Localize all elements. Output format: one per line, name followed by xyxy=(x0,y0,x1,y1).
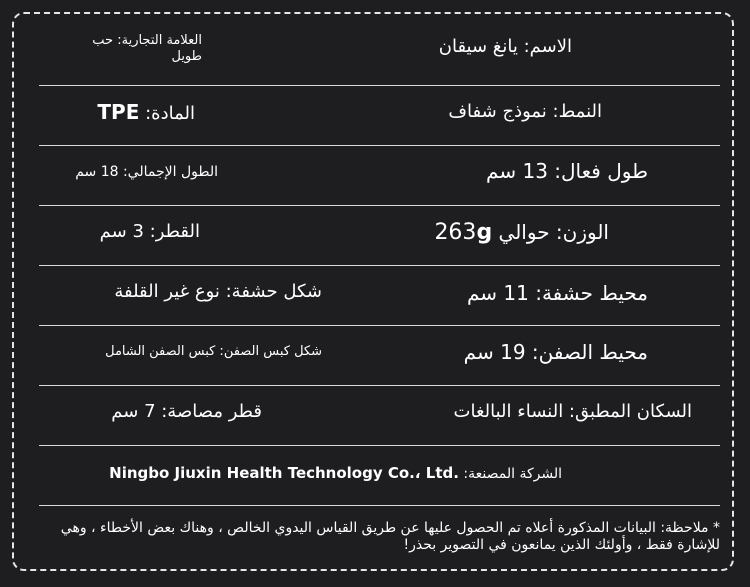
row-divider xyxy=(39,385,720,386)
weight-spec xyxy=(434,220,609,245)
brand-spec: العلامة التجارية: حب طويل xyxy=(92,33,202,64)
weight-label: الوزن: حوالي xyxy=(498,220,609,244)
total-length-spec: الطول الإجمالي: 18 سم xyxy=(75,164,218,180)
row-divider xyxy=(39,265,720,266)
manufacturer-label: الشركة المصنعة: xyxy=(463,466,562,482)
style-spec: النمط: نموذج شفاف xyxy=(448,101,602,122)
row-divider xyxy=(39,505,720,506)
manufacturer-value: Ningbo Jiuxin Health Technology Co.، Ltd. xyxy=(109,464,459,482)
row-divider xyxy=(39,145,720,146)
manufacturer-spec xyxy=(109,465,562,482)
effective-length-spec: طول فعال: 13 سم xyxy=(486,159,648,183)
row-divider xyxy=(39,445,720,446)
material-label: المادة: xyxy=(145,103,195,124)
glans-shape-spec: شكل حشفة: نوع غير القلفة xyxy=(114,281,322,302)
material-spec xyxy=(97,101,195,125)
scrotum-circumference-spec: محيط الصفن: 19 سم xyxy=(463,340,648,364)
glans-circumference-spec: محيط حشفة: 11 سم xyxy=(466,281,648,305)
weight-value: 263 xyxy=(434,220,477,245)
name-spec: الاسم: يانغ سيقان xyxy=(438,36,572,57)
scrotum-shape-spec: شكل كبس الصفن: كبس الصفن الشامل xyxy=(105,344,322,359)
measurement-note: * ملاحظة: البيانات المذكورة أعلاه تم الحصول عليها عن طريق القياس اليدوي الخالص ، وهناك بعض الأخطاء ، وهي للإشارة فقط ، وأولئك الذين يمانعون في التصوير بحذر! xyxy=(60,520,720,553)
suction-diameter-spec: قطر مصاصة: 7 سم xyxy=(111,401,262,422)
weight-unit: g xyxy=(476,220,493,245)
material-value: TPE xyxy=(97,100,140,124)
diameter-spec: القطر: 3 سم xyxy=(99,221,200,242)
target-users-spec: السكان المطبق: النساء البالغات xyxy=(453,401,692,422)
row-divider xyxy=(39,85,720,86)
row-divider xyxy=(39,325,720,326)
row-divider xyxy=(39,205,720,206)
